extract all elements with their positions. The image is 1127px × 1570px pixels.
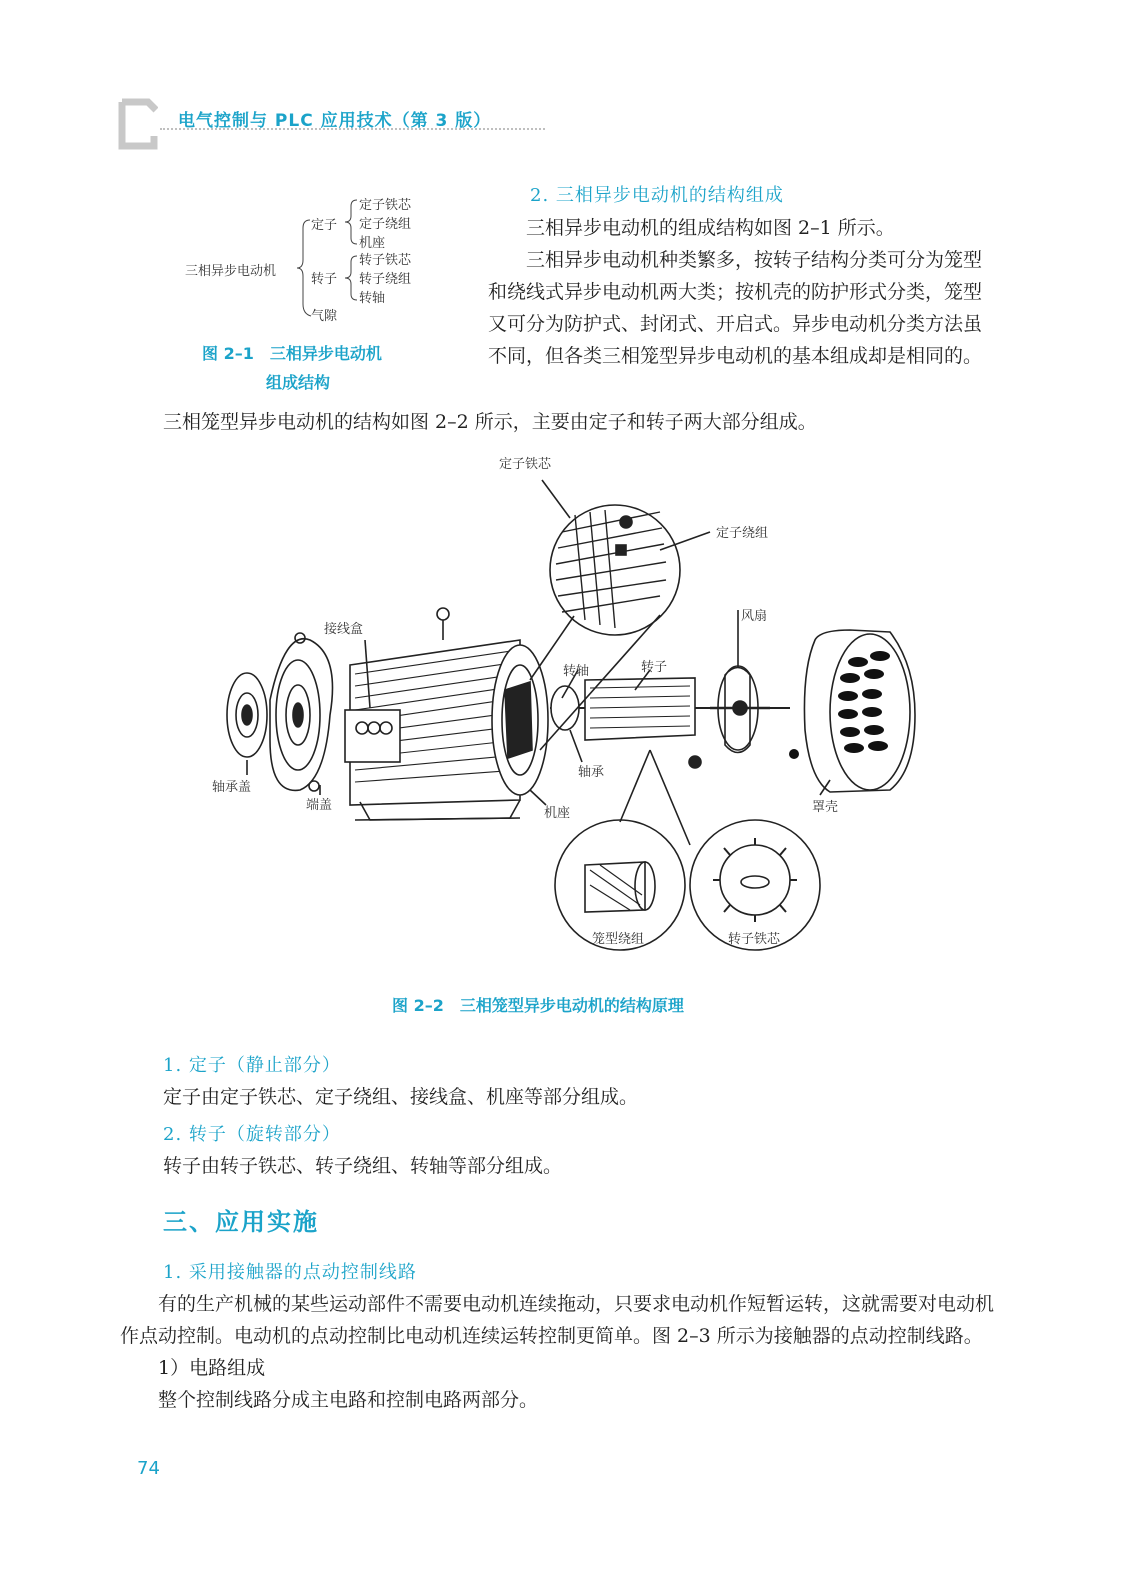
tree-branch-stator: 定子 [311, 218, 338, 233]
figure-2-2-illustration [190, 450, 950, 980]
motor-exploded-diagram [190, 450, 950, 980]
tree-item: 定子铁芯 [359, 198, 412, 213]
section-2-para-1: 三相异步电动机的组成结构如图 2–1 所示。 [526, 217, 895, 239]
section-3-para-1: 有的生产机械的某些运动部件不需要电动机连续拖动，只要求电动机作短暂运转，这就需要对电动机作点动控制。电动机的点动控制比电动机连续运转控制更简单。图 2–3 所示为接触器的点动控制线路。 [120, 1293, 995, 1347]
section-3-heading: 三、应用实施 [163, 1208, 319, 1236]
tree-branch-airgap: 气隙 [311, 309, 338, 324]
tree-item: 转轴 [359, 291, 386, 306]
header-corner-mark-icon [118, 98, 158, 150]
label-stator-core: 定子铁芯 [499, 457, 552, 472]
label-fan: 风扇 [741, 609, 768, 624]
label-junction-box: 接线盒 [324, 622, 364, 637]
header-divider [160, 128, 545, 130]
tree-item: 机座 [359, 236, 386, 251]
label-bearing: 轴承 [578, 765, 605, 780]
label-rotor: 转子 [641, 660, 668, 675]
section-2-para-2: 三相异步电动机种类繁多，按转子结构分类可分为笼型和绕线式异步电动机两大类；按机壳的防护形式分类，笼型又可分为防护式、封闭式、开启式。异步电动机分类方法虽不同，但各类三相笼型异步电动机的基本组成却是相同的。 [488, 249, 983, 367]
label-cage-winding: 笼型绕组 [592, 932, 645, 947]
header-title: 电气控制与 PLC 应用技术（第 3 版） [178, 111, 492, 131]
section-3-item-1-text: 整个控制线路分成主电路和控制电路两部分。 [158, 1389, 539, 1411]
tree-branch-rotor: 转子 [311, 272, 338, 287]
figure-2-1-caption: 图 2–1 三相异步电动机 [202, 344, 382, 363]
tree-item: 定子绕组 [359, 217, 412, 232]
section-3-item-1: 1）电路组成 [158, 1357, 266, 1379]
rotor-heading: 2. 转子（旋转部分） [163, 1124, 341, 1145]
rotor-text: 转子由转子铁芯、转子绕组、转轴等部分组成。 [163, 1155, 563, 1177]
section-2-heading: 2. 三相异步电动机的结构组成 [530, 185, 784, 206]
label-end-cover: 端盖 [306, 798, 333, 813]
label-bearing-cover: 轴承盖 [212, 780, 252, 795]
page-number: 74 [137, 1458, 160, 1479]
figure-2-1-caption-cont: 组成结构 [266, 373, 331, 392]
figure-2-1-tree [185, 192, 445, 327]
label-frame: 机座 [544, 806, 571, 821]
tree-item: 转子绕组 [359, 272, 412, 287]
tree-item: 转子铁芯 [359, 253, 412, 268]
stator-heading: 1. 定子（静止部分） [163, 1055, 341, 1076]
label-rotor-core: 转子铁芯 [728, 932, 781, 947]
label-shaft: 转轴 [563, 664, 590, 679]
stator-text: 定子由定子铁芯、定子绕组、接线盒、机座等部分组成。 [163, 1086, 639, 1108]
tree-root: 三相异步电动机 [185, 264, 277, 279]
label-stator-winding: 定子绕组 [716, 526, 769, 541]
section-3-subheading: 1. 采用接触器的点动控制线路 [163, 1262, 417, 1283]
section-2-para-3: 三相笼型异步电动机的结构如图 2–2 所示，主要由定子和转子两大部分组成。 [163, 411, 817, 433]
figure-2-2-caption: 图 2–2 三相笼型异步电动机的结构原理 [392, 996, 684, 1015]
label-fan-cover: 罩壳 [812, 800, 839, 815]
